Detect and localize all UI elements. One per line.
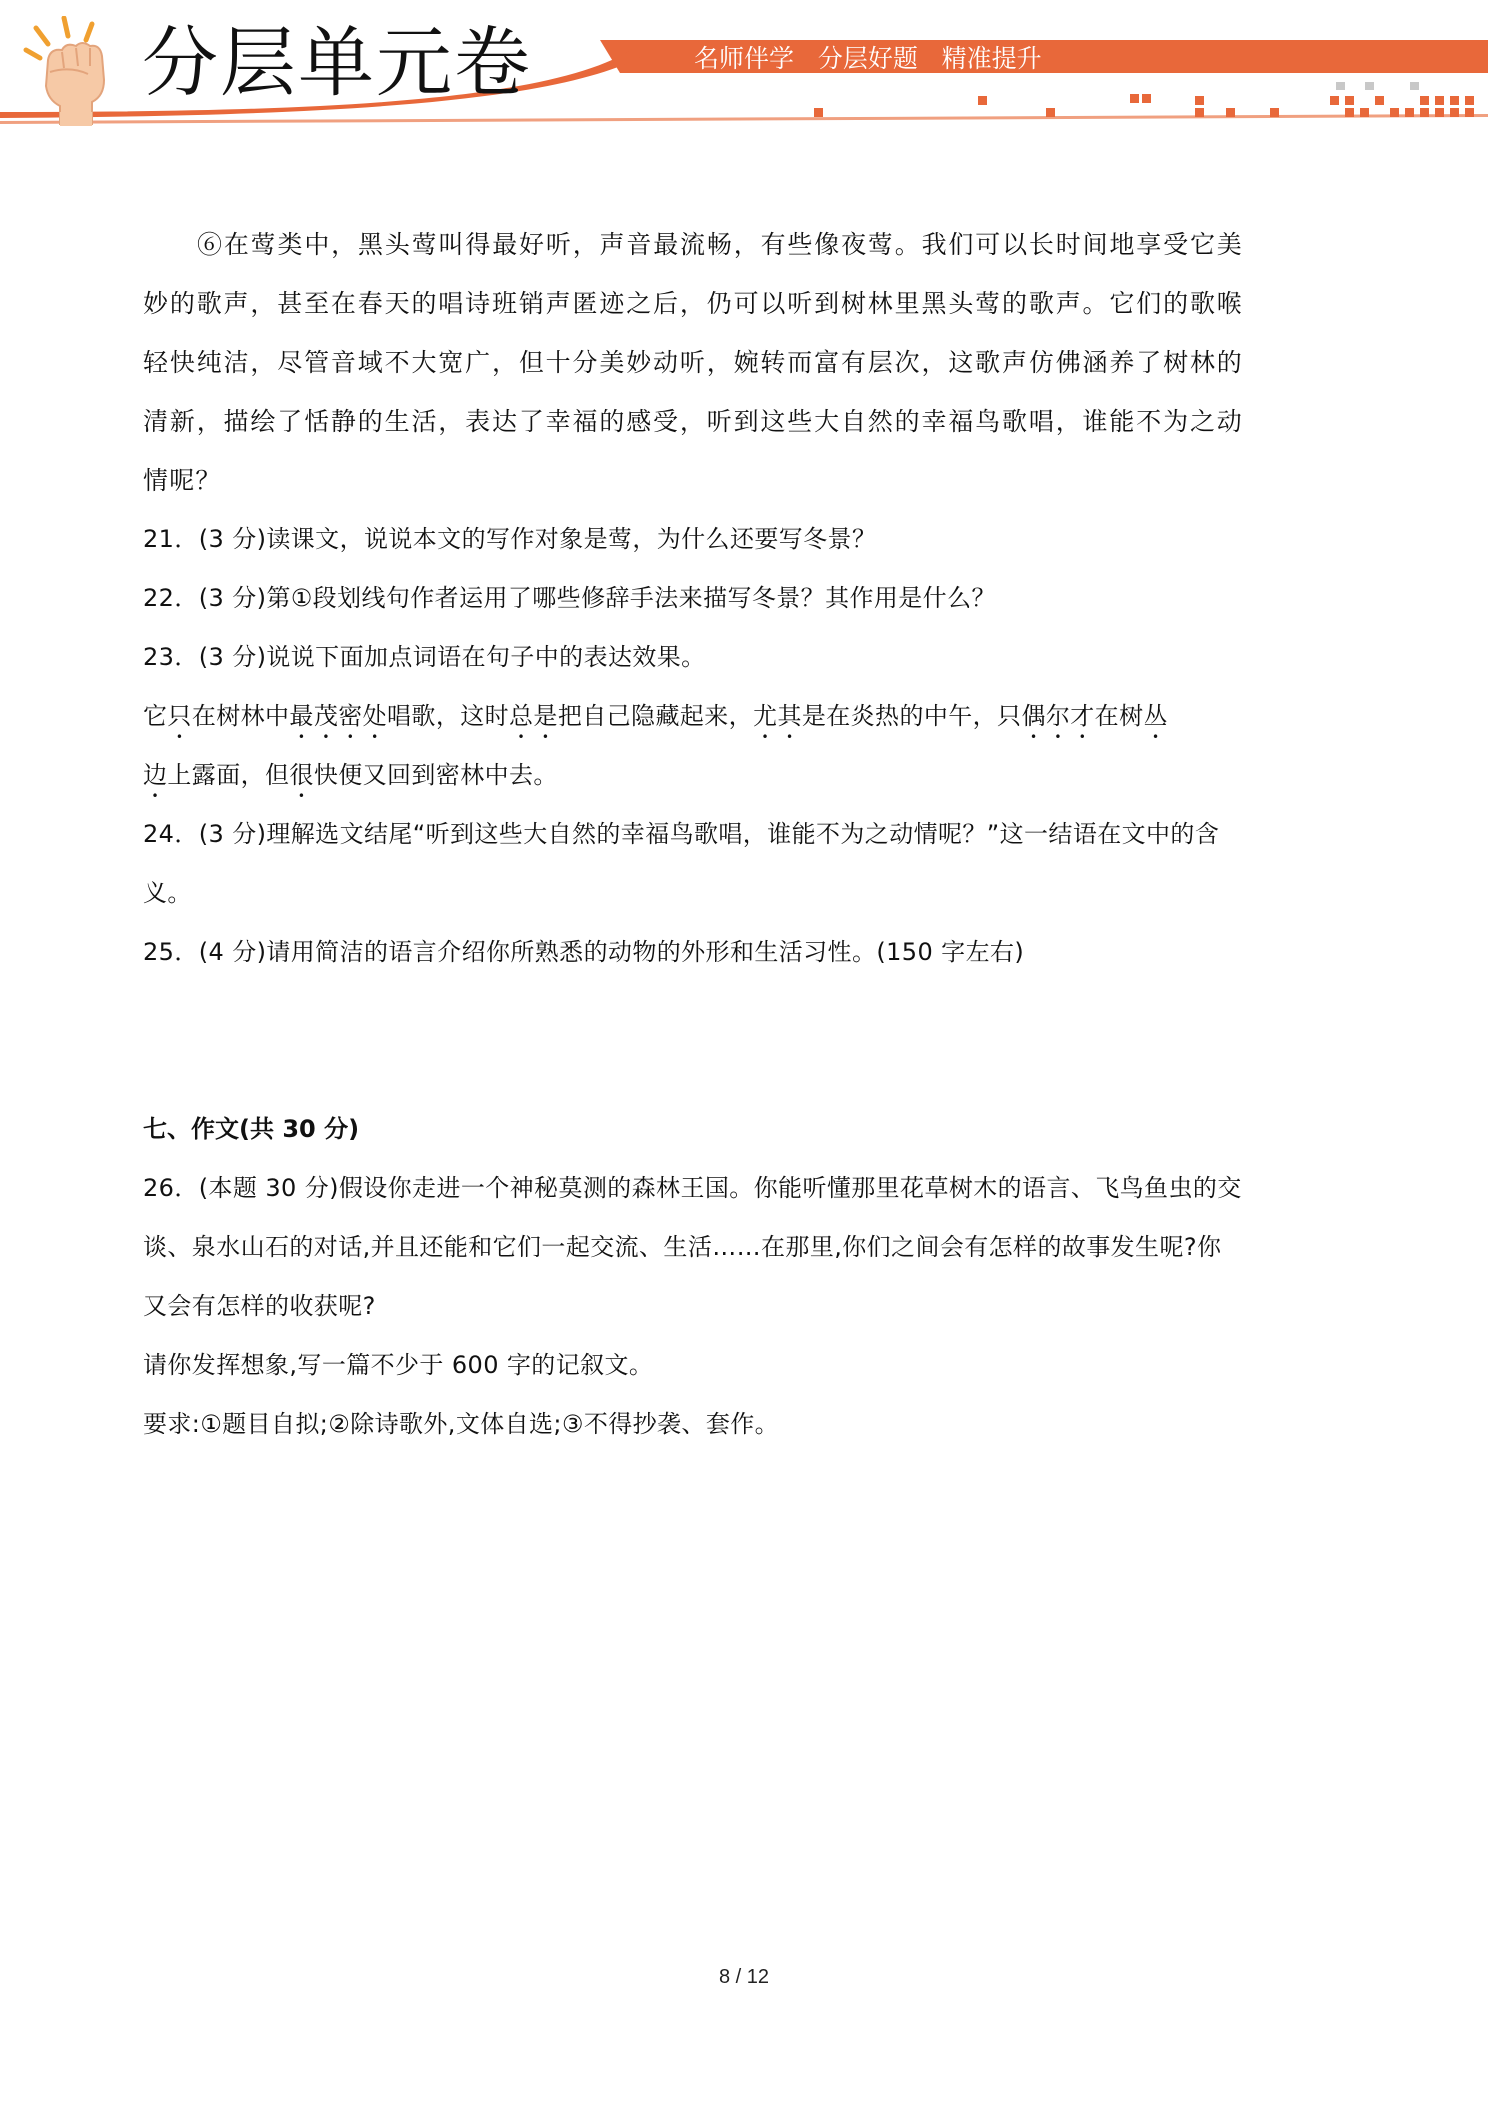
emphasized-word: 尤其 xyxy=(753,702,802,730)
quote-text: 在树林中 xyxy=(191,702,290,730)
question-21: 21．(3 分)读课文，说说本文的写作对象是莺，为什么还要写冬景？ xyxy=(143,525,877,553)
answer-space xyxy=(143,982,1243,1100)
emphasized-word: 只 xyxy=(167,702,192,730)
passage-paragraph: ⑥在莺类中，黑头莺叫得最好听，声音最流畅，有些像夜莺。我们可以长时间地享受它美妙的歌声，甚至在春天的唱诗班销声匿迹之后，仍可以听到树林里黑头莺的歌声。它们的歌喉轻快纯洁，尽管音域不大宽广，但十分美妙动听，婉转而富有层次，这歌声仿佛涵养了树林的清新，描绘了恬静的生活，表达了幸福的感受，听到这些大自然的幸福鸟歌唱，谁能不为之动情呢？ xyxy=(143,230,1243,495)
quote-text: 它 xyxy=(143,702,168,730)
quote-text: 唱歌，这时 xyxy=(387,702,510,730)
emphasized-word: 很 xyxy=(289,761,314,789)
emphasized-word: 边 xyxy=(143,761,168,789)
composition-requirements: 要求:①题目自拟;②除诗歌外,文体自选;③不得抄袭、套作。 xyxy=(143,1410,780,1438)
question-22: 22．(3 分)第①段划线句作者运用了哪些修辞手法来描写冬景？其作用是什么？ xyxy=(143,584,996,612)
question-24: 24．(3 分)理解选文结尾“听到这些大自然的幸福鸟歌唱，谁能不为之动情呢？”这一结语在文中的含义。 xyxy=(143,820,1220,907)
question-25: 25．(4 分)请用简洁的语言介绍你所熟悉的动物的外形和生活习性。(150 字左右) xyxy=(143,938,1025,966)
brand-title: 分层单元卷 xyxy=(142,18,532,107)
question-23: 23．(3 分)说说下面加点词语在句子中的表达效果。 xyxy=(143,643,706,671)
section-heading: 七、作文(共 30 分) xyxy=(143,1115,360,1143)
question-26: 26．(本题 30 分)假设你走进一个神秘莫测的森林王国。你能听懂那里花草树木的语言、飞鸟鱼虫的交谈、泉水山石的对话,并且还能和它们一起交流、生活……在那里,你们之间会有怎样的故事发生呢?你又会有怎样的收获呢? xyxy=(143,1174,1242,1320)
quote-text: 上露面，但 xyxy=(167,761,290,789)
page-header xyxy=(0,0,1488,130)
quote-text: 把自己隐藏起来， xyxy=(557,702,754,730)
fist-icon xyxy=(14,16,132,128)
quote-text: 是在炎热的中午，只 xyxy=(801,702,1022,730)
page-number: 8 / 12 xyxy=(718,1966,770,1988)
header-slogan: 名师伴学 分层好题 精准提升 xyxy=(694,44,1042,73)
emphasized-word: 最茂密处 xyxy=(289,702,388,730)
page-content xyxy=(143,215,1243,1454)
question-23-quote xyxy=(143,687,1243,805)
emphasized-word: 偶尔才 xyxy=(1021,702,1095,730)
composition-instruction: 请你发挥想象,写一篇不少于 600 字的记叙文。 xyxy=(143,1351,654,1379)
quote-text: 在树 xyxy=(1094,702,1144,730)
emphasized-word: 丛 xyxy=(1143,702,1168,730)
emphasized-word: 总是 xyxy=(509,702,558,730)
quote-text: 快便又回到密林中去。 xyxy=(313,761,558,789)
